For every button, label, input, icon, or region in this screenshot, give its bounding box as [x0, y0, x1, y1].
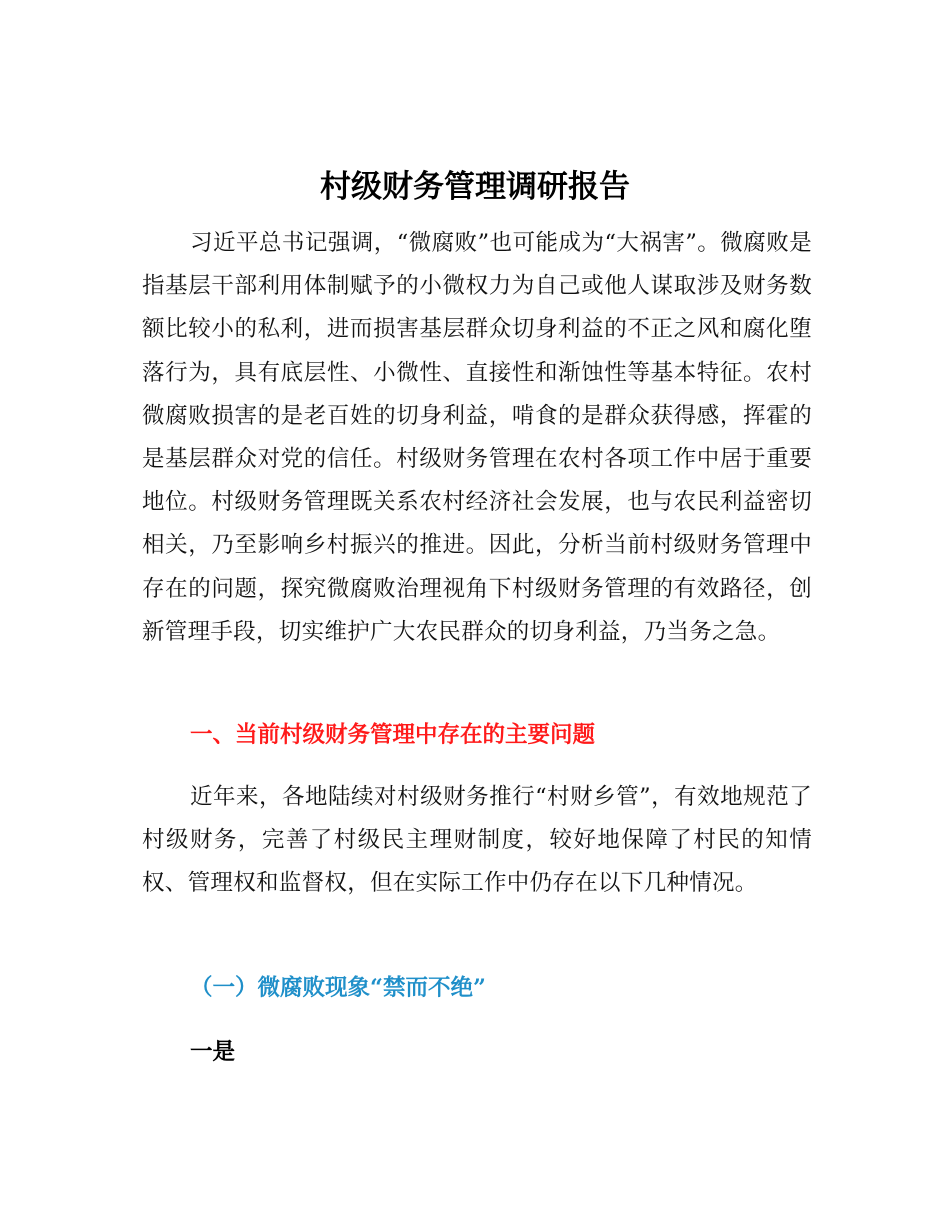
document-title: 村级财务管理调研报告 [320, 168, 630, 205]
subsection-heading: （一）微腐败现象“禁而不绝” [190, 975, 486, 1001]
intro-paragraph: 习近平总书记强调，“微腐败”也可能成为“大祸害”。微腐败是指基层干部利用体制赋予的小微权力为自己或他人谋取涉及财务数额比较小的私利，进而损害基层群众切身利益的不正之风和腐化堕落行为，具有底层性、小微性、直接性和渐蚀性等基本特征。农村微腐败损害的是老百姓的切身利益，啃食的是群众获得感，挥霍的是基层群众对党的信任。村级财务管理在农村各项工作中居于重要地位。村级财务管理既关系农村经济社会发展，也与农民利益密切相关，乃至影响乡村振兴的推进。因此，分析当前村级财务管理中存在的问题，探究微腐败治理视角下村级财务管理的有效路径，创新管理手段，切实维护广大农民群众的切身利益，乃当务之急。 [142, 230, 812, 645]
section-paragraph: 近年来，各地陆续对村级财务推行“村财乡管”，有效地规范了村级财务，完善了村级民主理财制度，较好地保障了村民的知情权、管理权和监督权，但在实际工作中仍存在以下几种情况。 [142, 784, 812, 897]
lead-text: 一是 [190, 1039, 236, 1065]
section-heading: 一、当前村级财务管理中存在的主要问题 [190, 722, 596, 748]
